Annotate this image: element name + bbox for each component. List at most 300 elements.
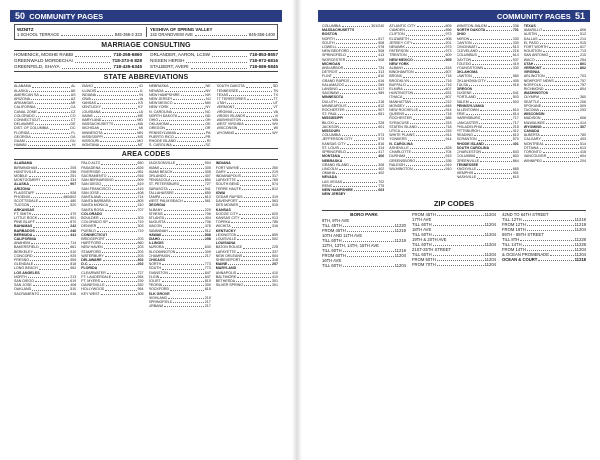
entry-value: 301 — [272, 283, 278, 288]
entry-value: 406 — [378, 154, 385, 159]
entry-value: OR — [205, 126, 211, 131]
state-abbreviations-table — [14, 84, 278, 147]
entry-value: AS — [70, 92, 76, 97]
entry-value: GU — [70, 138, 76, 143]
entry-label: SAN ANTONIO — [523, 53, 549, 58]
entry-value: 11204 — [574, 252, 586, 258]
entry-value: MD — [137, 117, 143, 122]
leader-dots — [175, 135, 205, 138]
leader-dots — [178, 114, 204, 117]
leader-dots — [102, 166, 137, 169]
entry-value: 919 — [445, 162, 452, 167]
leader-dots — [163, 283, 204, 286]
entry-label: HUNTSVILLE — [14, 169, 37, 174]
entry-heading: MISSOURI — [322, 129, 340, 134]
entry-value: 617 — [378, 36, 385, 41]
leader-dots — [342, 24, 370, 27]
leader-dots — [232, 224, 271, 227]
leader-dots — [343, 223, 394, 227]
leader-dots — [523, 242, 574, 246]
entry-label: GLENDALE — [14, 262, 34, 267]
entry-value: 336 — [445, 158, 452, 163]
entry-value: 260 — [272, 165, 278, 170]
entry-label: ROCHESTER — [389, 116, 412, 121]
entry-value: MT — [137, 143, 143, 148]
entry-label: NEW JERSEY — [149, 96, 173, 101]
entry-heading: HAWAII — [148, 232, 162, 237]
entry-label: WEST PALM BEACH — [148, 199, 183, 204]
page-header-title: COMMUNITY PAGES — [29, 12, 104, 21]
entry-label: SPOKANE — [523, 103, 542, 108]
consultant-phone: 718-853-8657 — [249, 52, 278, 58]
entry-label: TILL 60TH — [412, 242, 432, 248]
entry-label: AUGUSTA — [148, 220, 166, 225]
entry-value: 518 — [445, 66, 452, 71]
area-codes-continued-table — [322, 24, 586, 196]
entry-value: 203 — [137, 237, 144, 241]
left-page-header — [10, 10, 282, 22]
entry-value: 407 — [204, 173, 211, 178]
leader-dots — [347, 228, 394, 232]
leader-dots — [401, 129, 444, 132]
entry-value: 856 — [445, 28, 452, 33]
entry-label: SOUTH DAKOTA — [216, 84, 245, 89]
leader-dots — [542, 116, 579, 119]
entry-label: SPRINGFIELD — [322, 53, 346, 58]
entry-label: WORCESTER — [322, 57, 346, 62]
entry-value: 417 — [378, 150, 385, 155]
entry-label: ALBERTA — [523, 133, 540, 138]
entry-label: MASSACHUSETTS — [81, 122, 114, 127]
leader-dots — [541, 133, 579, 136]
leader-dots — [527, 227, 574, 231]
entry-value: 704 — [445, 150, 452, 155]
entry-label: CEDAR RAPIDS — [215, 194, 243, 199]
entry-value: 402 — [378, 171, 385, 176]
entry-label: CONCORD — [14, 253, 33, 258]
leader-dots — [160, 275, 203, 278]
entry-value: 908 — [445, 36, 452, 41]
entry-value: 214 — [580, 36, 586, 41]
leader-dots — [34, 262, 69, 265]
leader-dots — [480, 108, 512, 111]
entry-label: MAINE — [81, 113, 93, 118]
state-column — [149, 84, 211, 147]
entry-value: 757 — [580, 78, 586, 83]
entry-label: YONKERS — [389, 137, 407, 142]
area-code-column — [14, 161, 76, 308]
entry-label: WACO — [523, 57, 535, 62]
entry-value: 11219 — [394, 247, 406, 253]
entry-label: VIRGIN ISLANDS — [216, 113, 246, 118]
entry-value: 218 — [378, 99, 385, 104]
leader-dots — [474, 133, 512, 136]
entry-heading: 12TH, 13TH, 14TH, 15TH AVE — [322, 242, 379, 248]
entry-label: FROM 70TH — [412, 262, 436, 268]
area-codes-title: AREA CODES — [121, 151, 171, 159]
leader-dots — [413, 41, 444, 44]
leader-dots — [339, 167, 378, 170]
leader-dots — [191, 64, 248, 69]
leader-dots — [343, 238, 394, 242]
leader-dots — [247, 97, 273, 100]
entry-label: ITHACA — [389, 95, 403, 100]
entry-label: CONNECTICUT — [14, 117, 41, 122]
entry-value: MN — [137, 130, 143, 135]
entry-label: & OCEAN PROMENADE — [502, 252, 550, 258]
entry-heading: KANSAS — [215, 207, 231, 212]
entry-label: TOPEKA — [215, 220, 231, 225]
leader-dots — [38, 110, 70, 113]
list-item — [322, 192, 384, 196]
entry-label: WASHINGTON — [216, 117, 242, 122]
leader-dots — [30, 258, 69, 261]
leader-dots — [540, 95, 579, 98]
entry-label: CHAMPAIGN — [148, 253, 170, 258]
leader-dots — [102, 250, 136, 253]
entry-value: TN — [273, 88, 278, 93]
entry-value: 828 — [445, 145, 452, 150]
leader-dots — [101, 292, 137, 295]
leader-dots — [237, 250, 271, 253]
leader-dots — [350, 163, 377, 166]
leader-dots — [162, 279, 204, 282]
leader-dots — [97, 101, 137, 104]
entry-value: 785 — [272, 220, 278, 225]
zip-area-heading: BORO PARK — [350, 212, 378, 218]
leader-dots — [169, 271, 204, 274]
leader-dots — [245, 122, 272, 125]
entry-label: GARY — [215, 169, 226, 174]
leader-dots — [164, 212, 204, 215]
entry-heading: ILLINOIS — [148, 241, 164, 246]
entry-label: HOLLYWOOD — [81, 287, 105, 292]
leader-dots — [414, 58, 445, 61]
entry-value: 225 — [272, 245, 278, 250]
entry-value: 651 — [378, 112, 385, 117]
leader-dots — [237, 178, 271, 181]
entry-value: WV — [272, 122, 278, 127]
entry-label: PINE BLUFF — [14, 220, 35, 225]
leader-dots — [97, 224, 136, 227]
entry-value: 951 — [137, 169, 144, 174]
entry-heading: MARYLAND — [215, 266, 237, 271]
leader-dots — [233, 110, 272, 113]
leader-dots — [242, 174, 271, 177]
entry-value: 202 — [137, 262, 144, 267]
entry-label: SACRAMENTO — [81, 173, 107, 178]
leader-dots — [479, 121, 512, 124]
leader-dots — [169, 229, 204, 232]
entry-label: SYRACUSE — [389, 120, 410, 125]
leader-dots — [437, 212, 484, 216]
entry-heading: IDAHO — [148, 237, 161, 241]
leader-dots — [171, 254, 204, 257]
list-item — [81, 292, 143, 296]
leader-dots — [173, 300, 203, 303]
entry-label: MONTREAL — [523, 141, 544, 146]
leader-dots — [35, 101, 70, 104]
entry-heading: NEW MEXICO — [389, 57, 413, 62]
entry-value: 915 — [580, 40, 586, 45]
leader-dots — [26, 139, 69, 142]
leader-dots — [549, 53, 579, 56]
entry-label: MONTANA — [81, 143, 100, 148]
entry-label: LOUISIANA — [81, 109, 101, 114]
entry-label: SAVANNAH — [148, 228, 168, 233]
leader-dots — [114, 122, 136, 125]
entry-value: 850 — [204, 178, 211, 183]
leader-dots — [170, 122, 204, 125]
entry-value: 775 — [378, 183, 385, 188]
leader-dots — [173, 97, 205, 100]
entry-value: 614 — [512, 53, 519, 58]
entry-value: 269 — [378, 82, 385, 87]
leader-dots — [346, 58, 377, 61]
leader-dots — [336, 41, 378, 44]
leader-dots — [520, 237, 573, 241]
entry-label: NASHVILLE — [456, 175, 477, 180]
leader-dots — [466, 112, 512, 115]
leader-dots — [523, 217, 574, 221]
entry-value: 701 — [512, 28, 519, 33]
entry-label: NEWARK — [389, 45, 405, 50]
entry-value: 860 — [137, 241, 144, 246]
entry-value: 11228 — [574, 237, 586, 243]
entry-heading: CONNECTICUT — [81, 232, 108, 237]
entry-value: 717 — [512, 120, 519, 125]
entry-value: 330 — [512, 36, 519, 41]
entry-value: 419 — [512, 61, 519, 66]
entry-label: NORTH DAKOTA — [149, 113, 178, 118]
entry-label: TILL 8TH — [502, 237, 520, 243]
entry-heading: NEBRASKA — [322, 158, 343, 163]
leader-dots — [33, 283, 69, 286]
entry-value: 217 — [204, 253, 211, 258]
entry-value: 815 — [204, 287, 211, 292]
entry-value: 514 — [580, 141, 586, 146]
entry-heading: ALABAMA — [14, 161, 33, 166]
entry-label: ATLANTIC CITY — [389, 24, 416, 28]
leader-dots — [246, 84, 272, 87]
leader-dots — [540, 146, 579, 149]
leader-dots — [166, 126, 204, 129]
entry-value: 702 — [378, 179, 385, 184]
entry-label: HOUSTON — [523, 49, 542, 54]
leader-dots — [162, 266, 204, 269]
entry-label: PUEBLO — [81, 228, 96, 233]
leader-dots — [244, 283, 271, 286]
entry-label: YOUNGSTOWN — [456, 66, 483, 71]
entry-label: FORT WAYNE — [215, 165, 240, 170]
entry-label: LINCOLN — [322, 166, 338, 171]
entry-label: ST. LOUIS — [322, 145, 339, 150]
leader-dots — [237, 237, 271, 240]
entry-label: TEXAS — [216, 92, 229, 97]
entry-value: 11219 — [394, 227, 406, 233]
leader-dots — [36, 229, 69, 232]
entry-value: 813 — [204, 194, 211, 199]
school-phone: 845-356-2 323 — [114, 32, 142, 38]
leader-dots — [177, 131, 205, 134]
entry-label: ERIE — [456, 112, 465, 117]
entry-value: 203 — [137, 245, 144, 250]
entry-label: OLYMPIA — [523, 95, 540, 100]
entry-label: LAFAYETTE — [215, 178, 236, 183]
entry-label: SACRAMENTO — [14, 291, 40, 296]
entry-value: 803 — [512, 154, 519, 159]
leader-dots — [38, 166, 69, 169]
leader-dots — [34, 250, 69, 253]
entry-value: 703 — [580, 74, 586, 79]
entry-value: 714 — [70, 241, 77, 246]
entry-label: MONSEY — [389, 103, 405, 108]
leader-dots — [102, 110, 138, 113]
leader-dots — [415, 70, 445, 73]
entry-value: 254 — [580, 57, 586, 62]
entry-value: AR — [70, 101, 76, 106]
leader-dots — [181, 93, 205, 96]
entry-label: AKRON — [456, 36, 470, 41]
entry-label: GRAND RAPIDS — [322, 78, 350, 83]
leader-dots — [343, 180, 377, 183]
entry-value: 219 — [272, 169, 278, 174]
entry-value: 847 — [204, 270, 211, 275]
leader-dots — [555, 79, 579, 82]
entry-value: AL — [71, 84, 76, 89]
leader-dots — [412, 150, 444, 153]
leader-dots — [340, 91, 377, 94]
list-item — [457, 175, 519, 179]
entry-value: 11220 — [394, 222, 406, 228]
leader-dots — [543, 125, 579, 128]
leader-dots — [433, 232, 484, 236]
leader-dots — [540, 41, 579, 44]
entry-heading: CANADA — [523, 129, 540, 134]
entry-value: 309 — [204, 283, 211, 288]
leader-dots — [28, 143, 71, 146]
entry-value: CO — [70, 113, 76, 118]
entry-label: SPRINGFIELD — [322, 150, 346, 155]
entry-heading: TENNESSEE — [456, 162, 479, 167]
entry-value: 314 — [378, 145, 385, 150]
entry-value: ND — [205, 113, 211, 118]
entry-label: BINGHAMTON — [389, 70, 414, 75]
leader-dots — [42, 178, 70, 181]
entry-heading: WISCONSIN — [523, 112, 545, 117]
entry-label: COLUMBUS — [456, 53, 477, 58]
leader-dots — [92, 97, 139, 100]
entry-value: 301/240 — [371, 24, 385, 28]
leader-dots — [483, 125, 511, 128]
entry-label: COLUMBIA — [456, 154, 476, 159]
entry-label: ELIZABETH — [389, 36, 409, 41]
list-item — [524, 159, 586, 163]
entry-label: STAMFORD — [81, 249, 102, 254]
entry-label: BRONX — [389, 74, 403, 79]
entry-label: TILL 60TH — [412, 222, 432, 228]
leader-dots — [168, 296, 204, 299]
entry-value: 607 — [445, 87, 452, 92]
leader-dots — [97, 93, 138, 96]
entry-label: FROM 45TH — [412, 212, 436, 218]
entry-value: LA — [138, 109, 143, 114]
leader-dots — [239, 203, 271, 206]
entry-value: 706 — [204, 211, 211, 216]
entry-label: PENSACOLA — [148, 178, 171, 183]
entry-label: AURORA — [148, 245, 164, 250]
leader-dots — [543, 150, 579, 153]
entry-heading: 10TH AND 11TH AVE — [322, 232, 363, 238]
entry-label: SOUTH — [322, 40, 335, 45]
entry-heading: DELAWARE — [81, 258, 102, 263]
entry-value: 11218 — [574, 257, 586, 263]
entry-value: 414 — [580, 120, 586, 125]
school-phone: 845-356-1400 — [248, 32, 275, 38]
entry-label: KENTUCKY — [81, 105, 102, 110]
leader-dots — [167, 174, 203, 177]
entry-value: NH — [205, 92, 211, 97]
entry-value: 804 — [580, 87, 586, 92]
leader-dots — [539, 37, 579, 40]
entry-label: LEXINGTON — [215, 232, 237, 237]
leader-dots — [102, 241, 136, 244]
entry-heading: NEW JERSEY — [322, 192, 346, 197]
entry-value: 812 — [272, 186, 278, 191]
entry-value: PR — [205, 134, 211, 139]
leader-dots — [237, 233, 271, 236]
entry-value: 619 — [70, 279, 77, 284]
entry-label: MISSOURI — [81, 138, 100, 143]
entry-heading: ELK GROVE — [148, 291, 170, 296]
entry-value: 802 — [580, 66, 586, 71]
entry-label: BIRMINGHAM — [14, 165, 38, 170]
entry-label: ORLANDO — [148, 173, 167, 178]
entry-value: 919 — [445, 154, 452, 159]
entry-heading: NEW YORK — [389, 61, 409, 66]
entry-label: LAFAYETTE — [215, 249, 236, 254]
entry-value: 780 — [580, 133, 586, 138]
entry-label: TACOMA — [523, 108, 539, 113]
entry-value: 515 — [272, 203, 278, 208]
entry-label: ROCHESTER — [322, 108, 345, 113]
entry-value: 904 — [204, 161, 211, 166]
entry-label: TILL 60TH — [412, 252, 432, 258]
entry-label: ELGIN — [148, 274, 160, 279]
leader-dots — [32, 84, 70, 87]
area-code-column — [524, 24, 586, 196]
entry-label: MIAMI BEACH — [148, 169, 173, 174]
leader-dots — [36, 220, 69, 223]
entry-value: 317 — [272, 173, 278, 178]
leader-dots — [227, 170, 271, 173]
entry-label: FRESNO — [14, 258, 29, 263]
entry-value: 302 — [137, 258, 144, 263]
leader-dots — [112, 187, 137, 190]
entry-value: 208 — [204, 237, 211, 241]
entry-value: 212 — [445, 99, 452, 104]
entry-label: PHILADELPHIA — [456, 124, 483, 129]
leader-dots — [239, 199, 271, 202]
entry-label: BATON ROUGE — [215, 245, 242, 250]
entry-value: 870 — [70, 220, 77, 225]
entry-label: HAWAII — [14, 143, 27, 148]
entry-label: TOLEDO — [456, 61, 472, 66]
entry-value: MA — [137, 122, 143, 127]
entry-heading: VIRGINIA — [523, 70, 540, 75]
entry-heading: BAHAMAS — [14, 224, 33, 229]
consultant-phone: 718-258-6860 — [113, 52, 142, 58]
